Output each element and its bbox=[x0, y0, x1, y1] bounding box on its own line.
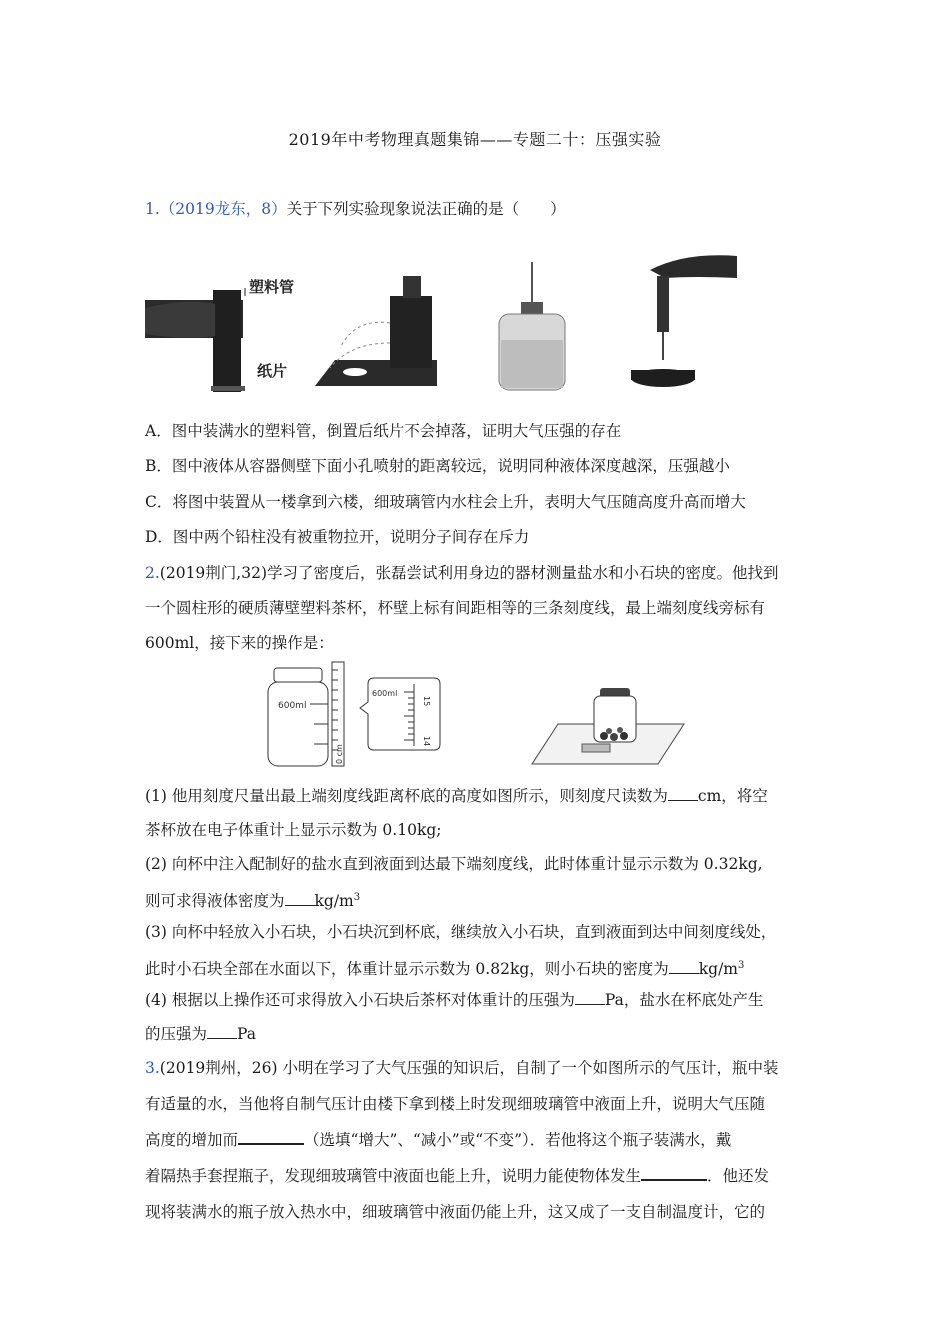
q2-part-3-line-1: (3) 向杯中轻放入小石块，小石块沉到杯底，继续放入小石块，直到液面到达中间刻度线处， bbox=[145, 923, 777, 941]
q2-blank-2[interactable] bbox=[285, 891, 315, 906]
q2-part-2-unit: kg/m bbox=[314, 892, 354, 911]
q2-ruler-zero-label: 0 cm bbox=[335, 744, 344, 764]
q2-figure-cup-ruler bbox=[264, 660, 444, 770]
q2-blank-3[interactable] bbox=[669, 959, 699, 974]
q3-line-5: 现将装满水的瓶子放入热水中，细玻璃管中液面仍能上升，这又成了一支自制温度计，它的 bbox=[145, 1203, 766, 1221]
q3-line-4 bbox=[145, 1165, 810, 1187]
q2-part-3-unit: kg/m bbox=[698, 960, 738, 979]
q3-blank-1[interactable] bbox=[238, 1129, 304, 1145]
q2-part-4-unit: Pa bbox=[237, 1025, 256, 1043]
q1-option-c: C．将图中装置从一楼拿到六楼，细玻璃管内水柱会上升，表明大气压随高度升高而增大 bbox=[145, 493, 746, 511]
q2-stem-line-3: 600ml，接下来的操作是： bbox=[145, 634, 334, 652]
q2-part-3-line-2 bbox=[145, 955, 810, 980]
q1-fig-plastic-tube bbox=[145, 290, 245, 392]
q3-text-3b: （选填“增大”、“减小”或“不变”）．若他将这个瓶子装满水，戴 bbox=[304, 1131, 732, 1149]
q1-source: （2019龙东，8） bbox=[159, 200, 287, 218]
q2-part-1-unit: cm，将空 bbox=[697, 787, 768, 805]
q2-stem-text-1: (2019荆门,32)学习了密度后，张磊尝试利用身边的器材测量盐水和小石块的密度。他找到 bbox=[159, 564, 779, 582]
q2-part-1-line-1 bbox=[145, 785, 810, 807]
q2-part-2-line-1: (2) 向杯中注入配制好的盐水直到液面到达最下端刻度线，此时体重计显示示数为 0.32kg, bbox=[145, 855, 763, 873]
q2-cup-label: 600ml bbox=[278, 701, 307, 711]
q2-part-3-sup: 3 bbox=[738, 960, 745, 971]
q3-line-1 bbox=[145, 1057, 810, 1079]
q1-fig-side-jet-container bbox=[315, 276, 437, 386]
q2-part-3-text: 此时小石块全部在水面以下，体重计显示示数为 0.82kg，则小石块的密度为 bbox=[145, 960, 669, 979]
q1-option-d: D．图中两个铅柱没有被重物拉开，说明分子间存在斥力 bbox=[145, 528, 530, 546]
q1-fig-lead-cylinders bbox=[631, 255, 737, 387]
q1-fig-bottle-barometer bbox=[499, 262, 565, 390]
q1-label-paper: 纸片 bbox=[257, 362, 288, 380]
q2-stem-line-1 bbox=[145, 562, 810, 584]
q2-number: 2. bbox=[145, 564, 160, 582]
q2-stem-line-2: 一个圆柱形的硬质薄壁塑料茶杯，杯壁上标有间距相等的三条刻度线，最上端刻度线旁标有 bbox=[145, 599, 766, 617]
page-title: 2019年中考物理真题集锦——专题二十：压强实验 bbox=[288, 130, 662, 149]
q2-bubble-label: 600ml bbox=[372, 689, 398, 698]
q1-stem-text: 关于下列实验现象说法正确的是（ ） bbox=[286, 200, 566, 218]
q2-part-4-line-2 bbox=[145, 1023, 810, 1045]
q3-blank-2[interactable] bbox=[641, 1165, 707, 1181]
q1-stem bbox=[145, 198, 810, 220]
q1-number: 1. bbox=[145, 200, 160, 218]
q2-blank-4[interactable] bbox=[575, 990, 605, 1005]
q3-number: 3. bbox=[145, 1059, 160, 1077]
q2-part-1-line-2: 茶杯放在电子体重计上显示示数为 0.10kg; bbox=[145, 821, 442, 839]
q2-blank-5[interactable] bbox=[207, 1024, 237, 1039]
q2-figure-cup-on-scale bbox=[528, 686, 688, 766]
q1-label-tube: 塑料管 bbox=[249, 278, 295, 296]
q2-blank-1[interactable] bbox=[668, 786, 698, 801]
q1-option-b: B．图中液体从容器侧壁下面小孔喷射的距离较远，说明同种液体深度越深，压强越小 bbox=[145, 457, 730, 475]
q3-text-4b: ．他还发 bbox=[707, 1167, 770, 1185]
q2-part-2-text: 则可求得液体密度为 bbox=[145, 892, 285, 911]
q3-text-3a: 高度的增加而 bbox=[145, 1131, 239, 1149]
q2-part-4-mid: Pa，盐水在杯底处产生 bbox=[604, 991, 764, 1009]
q2-part-4-text: (4) 根据以上操作还可求得放入小石块后茶杯对体重计的压强为 bbox=[145, 991, 575, 1009]
q2-bubble-14: 14 bbox=[422, 736, 431, 747]
q2-part-1-text: (1) 他用刻度尺量出最上端刻度线距离杯底的高度如图所示，则刻度尺读数为 bbox=[145, 787, 668, 805]
q3-line-3 bbox=[145, 1129, 810, 1151]
q3-text-1: (2019荆州，26) 小明在学习了大气压强的知识后，自制了一个如图所示的气压计，瓶中装 bbox=[159, 1059, 779, 1077]
q3-text-4a: 着隔热手套捏瓶子，发现细玻璃管中液面也能上升，说明力能使物体发生 bbox=[145, 1167, 642, 1185]
q2-part-2-line-2 bbox=[145, 887, 810, 912]
q2-bubble-15: 15 bbox=[422, 696, 431, 707]
q2-part-2-sup: 3 bbox=[353, 892, 361, 903]
q2-part-4-line-1 bbox=[145, 989, 810, 1011]
q1-figure-strip bbox=[145, 248, 745, 396]
q3-line-2: 有适量的水，当他将自制气压计由楼下拿到楼上时发现细玻璃管中液面上升，说明大气压随 bbox=[145, 1095, 766, 1113]
q2-part-4-text-2: 的压强为 bbox=[145, 1025, 208, 1043]
q1-option-a: A．图中装满水的塑料管，倒置后纸片不会掉落，证明大气压强的存在 bbox=[145, 422, 622, 440]
